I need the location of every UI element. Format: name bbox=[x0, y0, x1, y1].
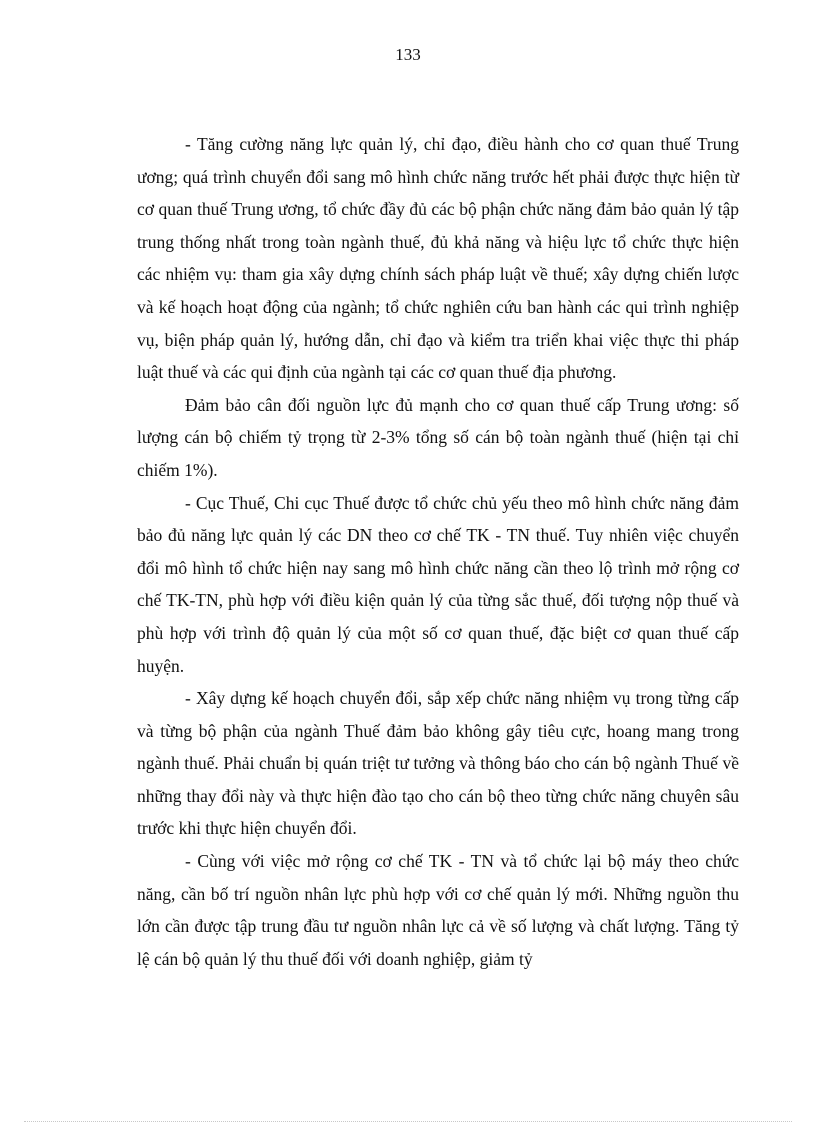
page-bottom-divider bbox=[24, 1121, 792, 1122]
paragraph-human-resources: - Cùng với việc mở rộng cơ chế TK - TN và tổ chức lại bộ máy theo chức năng, cần bố trí nguồn nhân lực phù hợp với cơ chế quản lý mới. Những nguồn thu lớn cần được tập trung đầu tư nguồn nhân lực cả về số lượng và chất lượng. Tăng tỷ lệ cán bộ quản lý thu thuế đối với doanh nghiệp, giảm tỷ bbox=[137, 851, 739, 969]
paragraph-resource-balance: Đảm bảo cân đối nguồn lực đủ mạnh cho cơ quan thuế cấp Trung ương: số lượng cán bộ chiếm tỷ trọng từ 2-3% tổng số cán bộ toàn ngành thuế (hiện tại chỉ chiếm 1%). bbox=[137, 394, 739, 480]
paragraph-conversion-plan: - Xây dựng kế hoạch chuyển đổi, sắp xếp chức năng nhiệm vụ trong từng cấp và từng bộ phận của ngành Thuế đảm bảo không gây tiêu cực, hoang mang trong ngành thuế. Phải chuẩn bị quán triệt tư tưởng và thông báo cho cán bộ ngành Thuế về những thay đổi này và thực hiện đào tạo cho cán bộ theo từng chức năng chuyên sâu trước khi thực hiện chuyển đổi. bbox=[137, 688, 739, 839]
document-body bbox=[137, 128, 739, 975]
page-number: 133 bbox=[395, 45, 421, 64]
paragraph-tax-department-model: - Cục Thuế, Chi cục Thuế được tổ chức chủ yếu theo mô hình chức năng đảm bảo đủ năng lực quản lý các DN theo cơ chế TK - TN thuế. Tuy nhiên việc chuyển đổi mô hình tổ chức hiện nay sang mô hình chức năng cần theo lộ trình mở rộng cơ chế TK-TN, phù hợp với điều kiện quản lý của từng sắc thuế, đối tượng nộp thuế và phù hợp với trình độ quản lý của một số cơ quan thuế, đặc biệt cơ quan thuế cấp huyện. bbox=[137, 492, 739, 676]
paragraph-central-tax-capacity: - Tăng cường năng lực quản lý, chỉ đạo, điều hành cho cơ quan thuế Trung ương; quá trình chuyển đổi sang mô hình chức năng trước hết phải được thực hiện từ cơ quan thuế Trung ương, tổ chức đầy đủ các bộ phận chức năng đảm bảo quản lý tập trung thống nhất trong toàn ngành thuế, đủ khả năng và hiệu lực tổ chức thực hiện các nhiệm vụ: tham gia xây dựng chính sách pháp luật về thuế; xây dựng chiến lược và kế hoạch hoạt động của ngành; tổ chức nghiên cứu ban hành các qui trình nghiệp vụ, biện pháp quản lý, hướng dẫn, chỉ đạo và kiểm tra triển khai việc thực thi pháp luật thuế và các qui định của ngành tại các cơ quan thuế địa phương. bbox=[137, 134, 739, 383]
